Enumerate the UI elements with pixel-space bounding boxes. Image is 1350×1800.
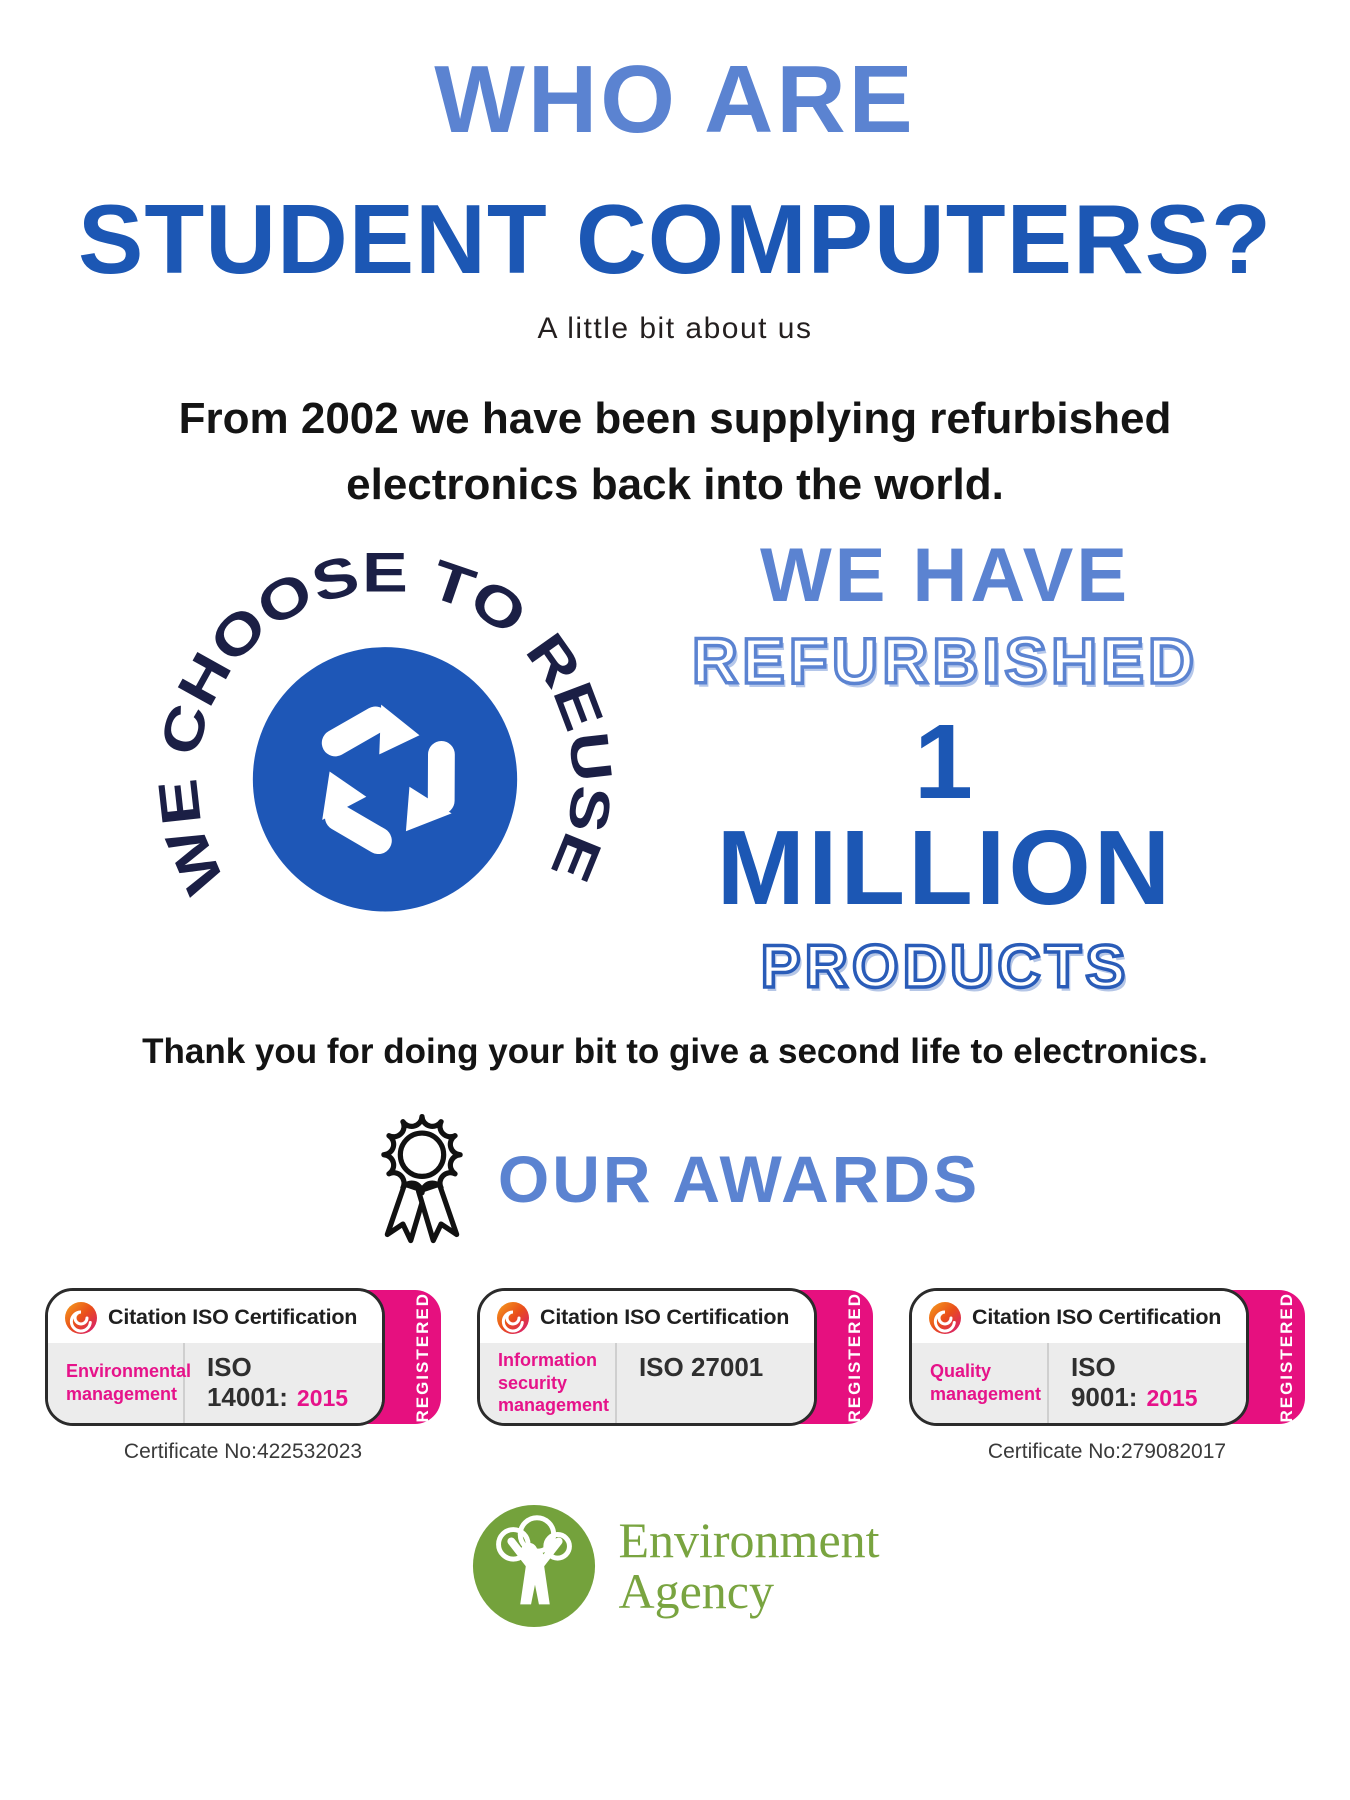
award-rosette-icon — [370, 1112, 474, 1246]
badge-brand: Citation ISO Certification — [108, 1305, 358, 1330]
registered-label: REGISTERED — [845, 1291, 864, 1423]
badge-header — [480, 1291, 814, 1343]
badge-category — [912, 1343, 1049, 1423]
badge-body — [912, 1343, 1246, 1423]
badge-brand: Citation ISO Certification — [540, 1305, 790, 1330]
badge-number: 9001: — [1070, 1381, 1138, 1412]
badge-body — [480, 1343, 814, 1423]
badge-category-label: Quality management — [930, 1361, 1042, 1404]
badge-standard-line2 — [639, 1383, 808, 1413]
citation-logo-icon — [64, 1301, 98, 1335]
recycle-circle — [253, 648, 517, 912]
badge-category — [48, 1343, 192, 1423]
title-line1: WHO ARE — [434, 46, 916, 153]
citation-logo-icon — [496, 1301, 530, 1335]
registered-label: REGISTERED — [413, 1291, 432, 1423]
subtitle: A little bit about us — [537, 312, 813, 345]
iso-badge-card-wrap — [477, 1288, 873, 1426]
ea-line1: Environment — [618, 1511, 880, 1568]
badge-header — [912, 1291, 1246, 1343]
badge-year: 2015 — [1146, 1384, 1198, 1411]
reuse-logo-svg — [145, 538, 625, 990]
iso-badges-row — [45, 1288, 1305, 1464]
intro-text: From 2002 we have been supplying refurbished electronics back into the world. — [178, 394, 1172, 509]
iso-badge-card-wrap — [909, 1288, 1305, 1426]
badge-standard — [185, 1343, 382, 1423]
reuse-circle-logo — [145, 538, 625, 995]
iso-badge-card — [45, 1288, 385, 1426]
registered-label: REGISTERED — [1277, 1291, 1296, 1423]
certificate-number: Certificate No:422532023 — [123, 1439, 363, 1463]
stats-we-have: WE HAVE — [759, 533, 1131, 618]
ea-line2: Agency — [618, 1562, 774, 1619]
badge-brand: Citation ISO Certification — [972, 1305, 1222, 1330]
badge-standard — [1049, 1343, 1246, 1423]
badge-category — [480, 1343, 617, 1423]
badge-category-label: Environmental management — [66, 1361, 192, 1404]
iso-badge-card — [909, 1288, 1249, 1426]
badge-number: 14001: — [206, 1381, 288, 1412]
environment-agency-icon — [470, 1502, 598, 1630]
awards-title: OUR AWARDS — [497, 1141, 981, 1216]
stats-one-million: 1 MILLION — [716, 702, 1174, 927]
badge-standard-line2 — [1071, 1383, 1240, 1413]
iso-badge-card-wrap — [45, 1288, 441, 1426]
title-line2: STUDENT COMPUTERS? — [78, 184, 1272, 294]
badge-year: 2015 — [296, 1384, 349, 1411]
environment-agency-logo — [470, 1502, 879, 1630]
awards-header — [370, 1112, 980, 1246]
iso-badge-infosec — [477, 1288, 873, 1440]
stats-products: PRODUCTS — [760, 932, 1130, 1000]
stats-refurbished: REFURBISHED — [691, 624, 1199, 697]
badge-standard-line1: ISO — [206, 1352, 252, 1383]
citation-logo-icon — [928, 1301, 962, 1335]
iso-badge-quality — [909, 1288, 1305, 1464]
reuse-arc-text: WE CHOOSE TO REUSE — [147, 542, 624, 903]
thanks-text: Thank you for doing your bit to give a second life to electronics. — [142, 1031, 1208, 1071]
certificate-number: Certificate No:279082017 — [987, 1439, 1227, 1463]
badge-body — [48, 1343, 382, 1423]
environment-agency-text — [618, 1511, 880, 1619]
badge-standard — [617, 1343, 814, 1423]
iso-badge-environmental — [45, 1288, 441, 1464]
iso-badge-card — [477, 1288, 817, 1426]
badge-standard-line1: ISO — [1070, 1352, 1116, 1383]
badge-standard-line1: ISO 27001 — [638, 1352, 764, 1383]
badge-category-label: Information security management — [498, 1350, 610, 1416]
badge-header — [48, 1291, 382, 1343]
stats-column — [685, 533, 1205, 1000]
badge-standard-line2 — [207, 1383, 376, 1413]
middle-section — [0, 533, 1350, 1000]
